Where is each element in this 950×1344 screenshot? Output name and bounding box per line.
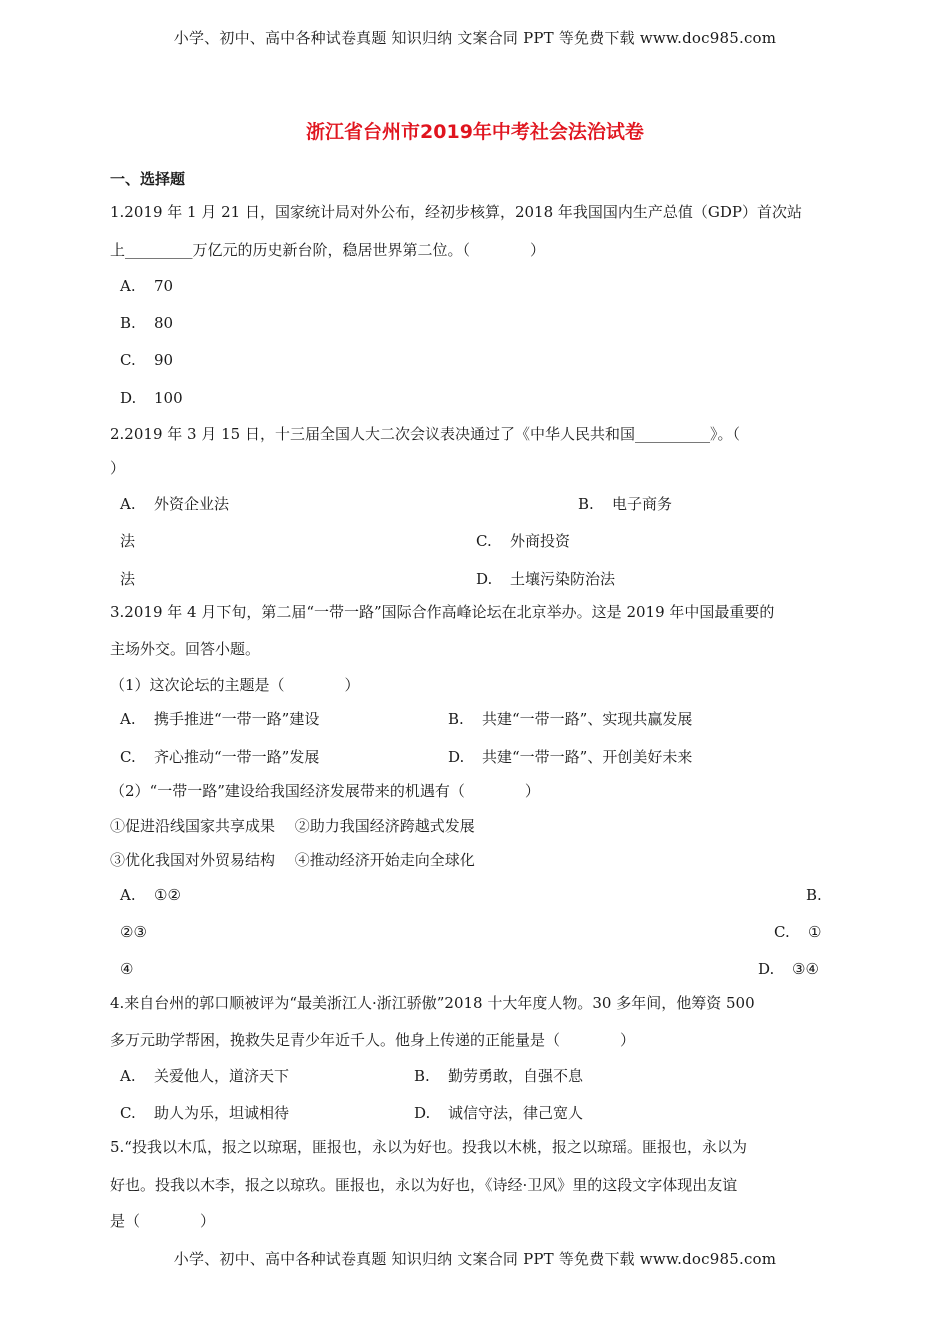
option-letter: C. [476, 532, 492, 550]
q3-sub1-option-b[interactable] [448, 709, 692, 729]
option-text: ③④ [792, 960, 819, 978]
q3-stem-line1: 3.2019 年 4 月下旬，第二届“一带一路”国际合作高峰论坛在北京举办。这是 2019 年中国最重要的 [110, 603, 775, 621]
option-letter: C. [120, 351, 136, 369]
option-text: 诚信守法，律己宽人 [448, 1104, 584, 1122]
q3-sub2-option-c[interactable] [774, 922, 821, 942]
option-text: ①② [154, 886, 181, 904]
q3-sub2-items-line1: ①促进沿线国家共享成果 ②助力我国经济跨越式发展 [110, 817, 475, 835]
q4-stem-line2: 多万元助学帮困，挽救失足青少年近千人。他身上传递的正能量是（ ） [110, 1031, 636, 1049]
q3-sub1-option-d[interactable] [448, 747, 692, 767]
q2-option-c[interactable] [476, 531, 570, 551]
option-letter: A. [120, 495, 136, 513]
q1-option-b[interactable] [120, 313, 173, 333]
q1-option-d[interactable] [120, 388, 183, 408]
option-text: 100 [154, 389, 183, 407]
option-text: 80 [154, 314, 174, 332]
q2-stem-line2: ） [110, 459, 126, 477]
page-title: 浙江省台州市2019年中考社会法治试卷 [306, 121, 644, 143]
option-letter: D. [448, 748, 465, 766]
q2-option-c-continued: 法 [120, 570, 136, 588]
section-heading: 一、选择题 [110, 170, 186, 188]
option-letter: A. [120, 710, 136, 728]
q5-stem-line1: 5.“投我以木瓜，报之以琼琚，匪报也，永以为好也。投我以木桃，报之以琼瑶。匪报也，永以为 [110, 1138, 747, 1156]
q3-sub2-items-line2: ③优化我国对外贸易结构 ④推动经济开始走向全球化 [110, 851, 475, 869]
q3-sub1-option-a[interactable] [120, 709, 319, 729]
option-letter: B. [414, 1067, 430, 1085]
page-footer: 小学、初中、高中各种试卷真题 知识归纳 文案合同 PPT 等免费下载 www.doc985.com [173, 1250, 777, 1268]
option-text: ① [808, 923, 822, 941]
q2-option-b-continued: 法 [120, 532, 136, 550]
option-letter: A. [120, 886, 136, 904]
q1-stem-line1: 1.2019 年 1 月 21 日，国家统计局对外公布，经初步核算，2018 年我国国内生产总值（GDP）首次站 [110, 203, 803, 221]
q5-stem-line2: 好也。投我以木李，报之以琼玖。匪报也，永以为好也，《诗经·卫风》里的这段文字体现出友谊 [110, 1176, 738, 1194]
option-letter: B. [120, 314, 136, 332]
option-letter: C. [774, 923, 790, 941]
option-letter: B. [448, 710, 464, 728]
q4-stem-line1: 4.来自台州的郭口顺被评为“最美浙江人·浙江骄傲”2018 十大年度人物。30 多年间，他筹资 500 [110, 994, 755, 1012]
q3-sub2-option-b-letter[interactable]: B. [806, 886, 822, 904]
q3-sub2-stem: （2）“一带一路”建设给我国经济发展带来的机遇有（ ） [110, 782, 540, 800]
option-letter: B. [578, 495, 594, 513]
q2-stem-line1 [110, 424, 740, 444]
option-text: 90 [154, 351, 174, 369]
option-letter: C. [120, 748, 136, 766]
q3-sub2-option-d[interactable] [758, 959, 819, 979]
option-text: 勤劳勇敢，自强不息 [448, 1067, 584, 1085]
q2-stem-post: 》。（ [709, 425, 740, 443]
q3-sub1-stem: （1）这次论坛的主题是（ ） [110, 676, 360, 694]
option-letter: D. [414, 1104, 431, 1122]
q2-option-d[interactable] [476, 569, 615, 589]
option-text: 共建“一带一路”、开创美好未来 [482, 748, 693, 766]
option-text: 携手推进“一带一路”建设 [154, 710, 320, 728]
q3-sub2-option-a[interactable] [120, 885, 181, 905]
option-text: 电子商务 [612, 495, 673, 513]
option-text: 关爱他人，道济天下 [154, 1067, 290, 1085]
q1-option-a[interactable] [120, 276, 173, 296]
q4-option-b[interactable] [414, 1066, 583, 1086]
option-text: 外资企业法 [154, 495, 230, 513]
q2-stem-pre: 2.2019 年 3 月 15 日，十三届全国人大二次会议表决通过了《中华人民共和国 [110, 425, 635, 443]
q3-sub2-option-b-text: ②③ [120, 923, 147, 941]
q2-option-a[interactable] [120, 494, 229, 514]
q3-sub2-option-c-continued: ④ [120, 960, 134, 978]
option-letter: C. [120, 1104, 136, 1122]
q1-stem-line2 [110, 240, 545, 260]
option-letter: D. [476, 570, 493, 588]
q3-stem-line2: 主场外交。回答小题。 [110, 640, 261, 658]
option-text: 外商投资 [510, 532, 571, 550]
q1-option-c[interactable] [120, 350, 173, 370]
q1-stem-post: 万亿元的历史新台阶，稳居世界第二位。（ ） [192, 241, 546, 259]
option-text: 共建“一带一路”、实现共赢发展 [482, 710, 693, 728]
option-text: 70 [154, 277, 174, 295]
q4-option-c[interactable] [120, 1103, 289, 1123]
option-letter: A. [120, 1067, 136, 1085]
q2-blank: __________ [634, 425, 710, 443]
page-header: 小学、初中、高中各种试卷真题 知识归纳 文案合同 PPT 等免费下载 www.doc985.com [173, 29, 777, 47]
q3-sub1-option-c[interactable] [120, 747, 319, 767]
q2-option-b[interactable] [578, 494, 672, 514]
q1-blank: _________ [125, 241, 193, 259]
option-text: 土壤污染防治法 [510, 570, 616, 588]
q4-option-a[interactable] [120, 1066, 289, 1086]
q1-stem-pre: 上 [110, 241, 126, 259]
option-letter: A. [120, 277, 136, 295]
option-letter: D. [120, 389, 137, 407]
q4-option-d[interactable] [414, 1103, 583, 1123]
q5-stem-line3: 是（ ） [110, 1212, 216, 1230]
option-text: 助人为乐，坦诚相待 [154, 1104, 290, 1122]
option-letter: D. [758, 960, 775, 978]
option-text: 齐心推动“一带一路”发展 [154, 748, 320, 766]
